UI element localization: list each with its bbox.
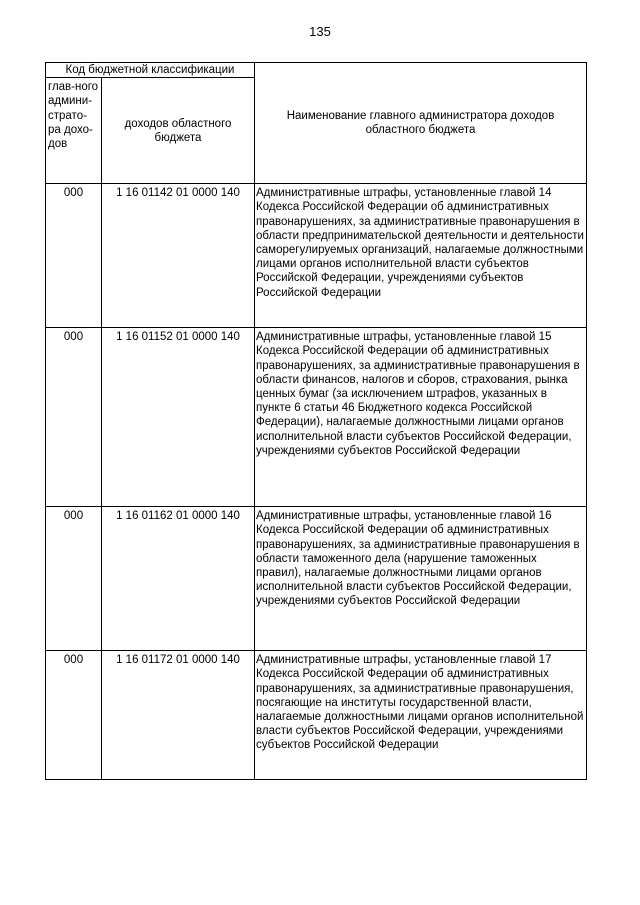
admin-code-cell: 000	[46, 328, 102, 507]
description-cell: Административные штрафы, установленные главой 14 Кодекса Российской Федерации об административных правонарушениях, за административные правонарушения в области предпринимательской деятельности и деятельности саморегулируемых организаций, налагаемые должностными лицами органов исполнительной власти субъектов Российской Федерации, учреждениями субъектов Российской Федерации	[255, 184, 587, 328]
income-code-cell: 1 16 01162 01 0000 140	[102, 507, 255, 651]
admin-code-cell: 000	[46, 184, 102, 328]
admin-code-cell: 000	[46, 507, 102, 651]
income-code-cell: 1 16 01142 01 0000 140	[102, 184, 255, 328]
header-row-group	[46, 63, 587, 78]
table-row	[46, 651, 587, 780]
page-number: 135	[309, 24, 331, 39]
income-code-cell: 1 16 01152 01 0000 140	[102, 328, 255, 507]
table-row	[46, 184, 587, 328]
header-group-cell: Код бюджетной классификации	[46, 63, 255, 78]
table-row	[46, 328, 587, 507]
description-cell: Административные штрафы, установленные главой 16 Кодекса Российской Федерации об административных правонарушениях, за административные правонарушения в области таможенного дела (нарушение таможенных правил), налагаемые должностными лицами органов исполнительной власти субъектов Российской Федерации, учреждениями субъектов Российской Федерации	[255, 507, 587, 651]
header-income-cell: доходов областного бюджета	[102, 78, 255, 184]
income-code-cell: 1 16 01172 01 0000 140	[102, 651, 255, 780]
header-admin-cell: глав-ного админи-страто-ра дохо-дов	[46, 78, 102, 184]
header-name-cell: Наименование главного администратора доходов областного бюджета	[255, 63, 587, 184]
admin-code-cell: 000	[46, 651, 102, 780]
description-cell: Административные штрафы, установленные главой 15 Кодекса Российской Федерации об административных правонарушениях, за административные правонарушения в области финансов, налогов и сборов, страхования, рынка ценных бумаг (за исключением штрафов, указанных в пункте 6 статьи 46 Бюджетного кодекса Российской Федерации), налагаемые должностными лицами органов исполнительной власти субъектов Российской Федерации, учреждениями субъектов Российской Федерации	[255, 328, 587, 507]
table-row	[46, 507, 587, 651]
description-cell: Административные штрафы, установленные главой 17 Кодекса Российской Федерации об административных правонарушениях, за административные правонарушения, посягающие на институты государственной власти, налагаемые должностными лицами органов исполнительной власти субъектов Российской Федерации, учреждениями субъектов Российской Федерации	[255, 651, 587, 780]
budget-classification-table	[45, 62, 587, 780]
